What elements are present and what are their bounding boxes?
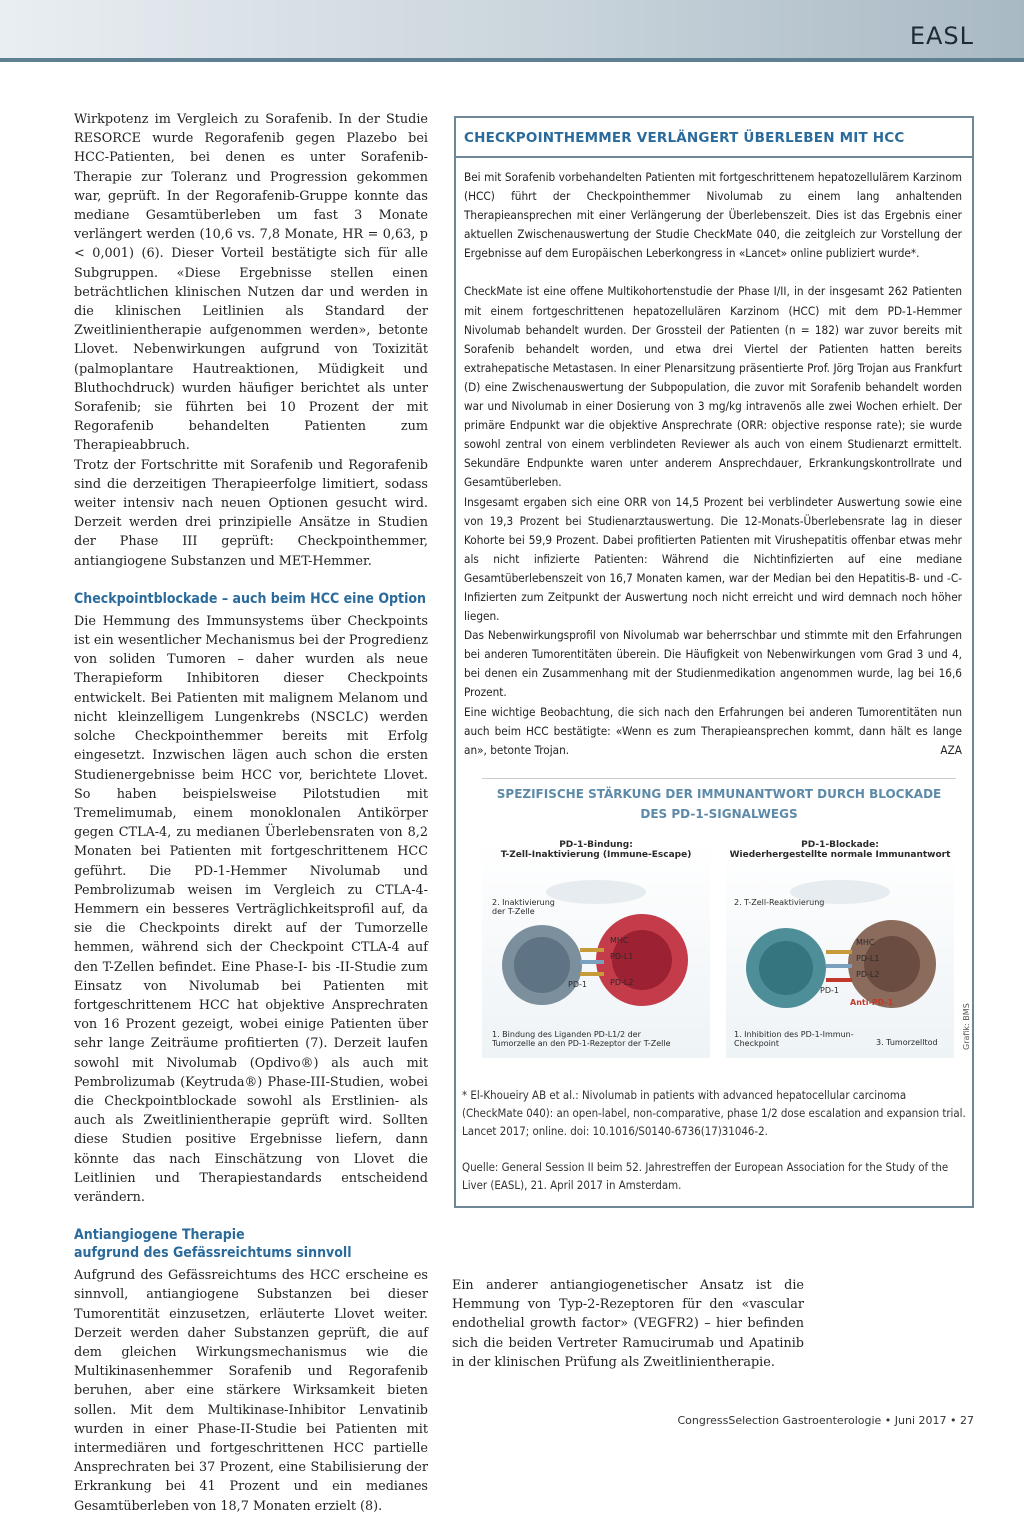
paragraph: Aufgrund des Gefässreichtums des HCC erscheine es sinnvoll, antiangiogene Substanzen bei dieser Tumorentität einzusetzen, erläuterte Llovet weiter. Derzeit werden daher Substanzen geprüft, die auf dem gleichen Wirkungsmechanismus wie die Multikinasenhemmer Sorafenib und Regorafenib beruhen, aber eine stärkere Wirksamkeit bieten sollen. Mit dem Multikinase-Inhibitor Lenvatinib wurden in einer Phase-II-Studie bei Patienten mit intermediären und fortgeschrittenen HCC partielle Ansprechraten bei 37 Prozent, eine Stabilisierung der Erkrankung bei 41 Prozent und ein medianes Gesamtüberleben von 18,7 Monaten erzielt (8). [74, 1268, 428, 1514]
figure [482, 778, 956, 1078]
receptor-bar [580, 972, 604, 976]
figure-credit: Grafik: BMS [962, 1003, 971, 1050]
illustration-right [726, 840, 954, 1058]
box-intro: Bei mit Sorafenib vorbehandelten Patienten mit fortgeschrittenem hepatozellulärem Karzinom (HCC) führt der Checkpointhemmer Nivolumab zu einem lang anhaltenden Therapieansprechen mit einer Verlängerung der Überlebenszeit. Dies ist das Ergebnis einer aktuellen Zwischenauswertung der Studie CheckMate 040, die zeitgleich zur Vorstellung der Ergebnisse auf dem Europäischen Leberkongress in «Lancet» online publiziert wurde*. [464, 170, 962, 261]
label-pd1: PD-1 [820, 986, 839, 995]
right-column-bottom [452, 1276, 804, 1372]
figure-title-line: SPEZIFISCHE STÄRKUNG DER IMMUNANTWORT DURCH BLOCKADE [496, 787, 942, 801]
box-paragraph [464, 703, 962, 760]
figure-panel-left [482, 840, 710, 1058]
panel-heading-line: Wiederhergestellte normale Immunantwort [729, 850, 951, 860]
receptor-bar [580, 960, 604, 964]
subheading-line: Antiangiogene Therapie [74, 1227, 245, 1244]
step-label: 1. Inhibition des PD-1-Immun-Checkpoint [734, 1030, 854, 1048]
box-paragraph: Das Nebenwirkungsprofil von Nivolumab war beherrschbar und stimmte mit den Erfahrungen bei anderen Tumorentitäten überein. Die Häufigkeit von Nebenwirkungen vom Grad 3 und 4, bei denen ein Zusammenhang mit der Studienmedikation angenommen wurde, lag bei 16,6 Prozent. [464, 628, 962, 700]
box-separator [456, 156, 972, 158]
paragraph: Ein anderer antiangiogenetischer Ansatz ist die Hemmung von Typ-2-Rezeptoren für den «vascular endothelial growth factor» (VEGFR2) – hier befinden sich die beiden Vertreter Ramucirumab und Apatinib in der klinischen Prüfung als Zweitlinientherapie. [452, 1278, 804, 1370]
paragraph: Die Hemmung des Immunsystems über Checkpoints ist ein wesentlicher Mechanismus bei der Progredienz von soliden Tumoren – daher wurden als neue Therapieform Inhibitoren dieser Checkpoints entwickelt. Bei Patienten mit malignem Melanom und nicht kleinzelligem Lungenkrebs (NSCLC) werden solche Checkpointhemmer bereits mit Erfolg eingesetzt. Inzwischen lägen auch schon die ersten Studienergebnisse beim HCC vor, berichtete Llovet. So haben beispielsweise Pilotstudien mit Tremelimumab, einem monoklonalen Antikörper gegen CTLA-4, zu medianen Überlebensraten von 8,2 Monaten bei Patienten mit fortgeschrittenem HCC geführt. Die PD-1-Hemmer Nivolumab und Pembrolizumab weisen im Vergleich zu CTLA-4-Hemmern ein besseres Verträglichkeitsprofil auf, da sie die Checkpoints direkt auf der Tumorzelle hemmen, während sich der Checkpoint CTLA-4 auf den T-Zellen befindet. Eine Phase-I- bis -II-Studie zum Einsatz von Nivolumab bei Patienten mit fortgeschrittenem HCC hat objektive Ansprechraten von 16 Prozent gezeigt, wobei einige Patienten über sehr lange Zeiträume profitierten (7). Derzeit laufen sowohl mit Nivolumab (Opdivo®) als auch mit Pembrolizumab (Keytruda®) Phase-III-Studien, wobei die Checkpointblockade sowohl als Erstlinien- als auch als Zweitlinientherapie geprüft wird. Sollten diese Studien positive Ergebnisse liefern, dann könnte das nach Einschätzung von Llovet die Leitlinien und Therapiestandards entscheidend verändern. [74, 613, 428, 1205]
subheading-line: aufgrund des Gefässreichtums sinnvoll [74, 1245, 352, 1262]
label-mhc: MHC [856, 938, 875, 947]
step-label: 2. Inaktivierung der T-Zelle [492, 898, 555, 916]
box-paragraph: Insgesamt ergaben sich eine ORR von 14,5 Prozent bei verblindeter Auswertung sowie eine von 19,3 Prozent bei Studienarztauswertung. Die 12-Monats-Überlebensrate lag in dieser Kohorte bei 59,9 Prozent. Dabei profitierten Patienten mit Virushepatitis offenbar etwas mehr als nicht infizierte Patienten: Während die Nichtinfizierten auf eine mediane Gesamtüberlebenszeit von 16,7 Monaten kamen, war der Median bei den Hepatitis-B- und -C-Infizierten zum Zeitpunkt der Auswertung noch nicht erreicht und wird demnach noch höher liegen. [464, 494, 962, 624]
step-label: 2. T-Zell-Reaktivierung [734, 898, 825, 907]
figure-title-line: DES PD-1-SIGNALWEGS [640, 807, 798, 821]
left-column [74, 110, 428, 1516]
label-mhc: MHC [610, 936, 629, 945]
section-label: EASL [909, 22, 974, 50]
box-title: CHECKPOINTHEMMER VERLÄNGERT ÜBERLEBEN MIT HCC [464, 130, 905, 146]
page-footer: CongressSelection Gastroenterologie • Juni 2017 • 27 [677, 1414, 974, 1427]
figure-rule [482, 778, 956, 779]
t-cell-core [514, 937, 570, 993]
figure-panel-right [726, 840, 954, 1058]
panel-heading-line: PD-1-Blockade: [801, 840, 879, 850]
footnote: * El-Khoueiry AB et al.: Nivolumab in patients with advanced hepatocellular carcinoma (CheckMate 040): an open-label, non-comparative, phase 1/2 dose escalation and expansion trial. Lancet 2017; online. doi: 10.1016/S0140-6736(17)31046-2. [462, 1088, 966, 1138]
step-label: 3. Tumorzelltod [876, 1038, 938, 1047]
subheading [74, 1226, 428, 1262]
paragraph: Trotz der Fortschritte mit Sorafenib und Regorafenib sind die derzeitigen Therapieerfolge limitiert, sodass weiter intensiv nach neuen Optionen gesucht wird. Derzeit werden drei prinzipielle Ansätze in Studien der Phase III geprüft: Checkpointhemmer, antiangiogene Substanzen und MET-Hemmer. [74, 457, 428, 569]
header-rule [0, 58, 1024, 62]
panel-heading-line: T-Zell-Inaktivierung (Immune-Escape) [500, 850, 692, 860]
label-antipd1: Anti-PD-1 [850, 998, 894, 1007]
receptor-bar [826, 950, 852, 954]
label-pdl2: PD-L2 [856, 970, 880, 979]
box-paragraph: CheckMate ist eine offene Multikohortenstudie der Phase I/II, in der insgesamt 262 Patienten mit einem fortgeschrittenen hepatozellulären Karzinom (HCC) mit dem PD-1-Hemmer Nivolumab behandelt wurden. Der Grossteil der Patienten (n = 182) war zuvor bereits mit Sorafenib behandelt worden, und etwa drei Viertel der Patienten hatten bereits extrahepatische Metastasen. In einer Plenarsitzung präsentierte Prof. Jörg Trojan aus Frankfurt (D) eine Zwischenauswertung der Subpopulation, die zuvor mit Sorafenib behandelt worden war und Nivolumab in einer Dosierung von 3 mg/kg intravenös alle zwei Wochen erhielt. Der primäre Endpunkt war die objektive Ansprechrate (ORR: objective response rate); sie wurde sowohl zentral von einem verblindeten Reviewer als auch von einem Studienarzt ermittelt. Sekundäre Endpunkte waren unter anderem Ansprechdauer, Erkrankungskontrollrate und Gesamtüberleben. [464, 284, 962, 490]
illustration-left [482, 840, 710, 1058]
label-pdl1: PD-L1 [610, 952, 634, 961]
figure-title [482, 784, 956, 824]
label-pd1: PD-1 [568, 980, 587, 989]
box-paragraph-text: Eine wichtige Beobachtung, die sich nach den Erfahrungen bei anderen Tumorentitäten nun auch beim HCC bestätigte: «Wenn es zum Therapieansprechen kommt, dann hält es lange an», betonte Trojan. [464, 704, 962, 757]
receptor-bar [580, 948, 604, 952]
box-body [464, 168, 962, 760]
antibody-bar [826, 978, 852, 982]
header-band [0, 0, 1024, 62]
box-notes [462, 1086, 967, 1212]
receptor-bar [826, 964, 852, 968]
step-label: 1. Bindung des Liganden PD-L1/2 der Tumorzelle an den PD-1-Rezeptor der T-Zelle [492, 1030, 671, 1048]
label-pdl2: PD-L2 [610, 978, 634, 987]
subheading: Checkpointblockade – auch beim HCC eine Option [74, 590, 427, 607]
source-note: Quelle: General Session II beim 52. Jahrestreffen der European Association for the Study of the Liver (EASL), 21. April 2017 in Amsterdam. [462, 1160, 949, 1192]
paragraph: Wirkpotenz im Vergleich zu Sorafenib. In der Studie RESORCE wurde Regorafenib gegen Plazebo bei HCC-Patienten, bei denen es unter Sorafenib-Therapie zur Toleranz und Progression gekommen war, geprüft. In der Regorafenib-Gruppe konnte das mediane Gesamtüberleben um fast 3 Monate verlängert werden (10,6 vs. 7,8 Monate, HR = 0,63, p < 0,001) (6). Dieser Vorteil bestätigte sich für alle Subgruppen. «Diese Ergebnisse stellen einen beträchtlichen klinischen Nutzen dar und werden in die klinischen Leitlinien als Standard der Zweitlinientherapie aufgenommen werden», betonte Llovet. Nebenwirkungen aufgrund von Toxizität (palmoplantare Hautreaktionen, Müdigkeit und Bluthochdruck) wurden häufiger berichtet als unter Sorafenib; sie führten bei 10 Prozent der mit Regorafenib behandelten Patienten zum Therapieabbruch. [74, 112, 428, 454]
panel-heading-line: PD-1-Bindung: [559, 840, 633, 850]
t-cell-core [759, 941, 813, 995]
label-pdl1: PD-L1 [856, 954, 880, 963]
author-signoff: AZA [940, 742, 962, 757]
